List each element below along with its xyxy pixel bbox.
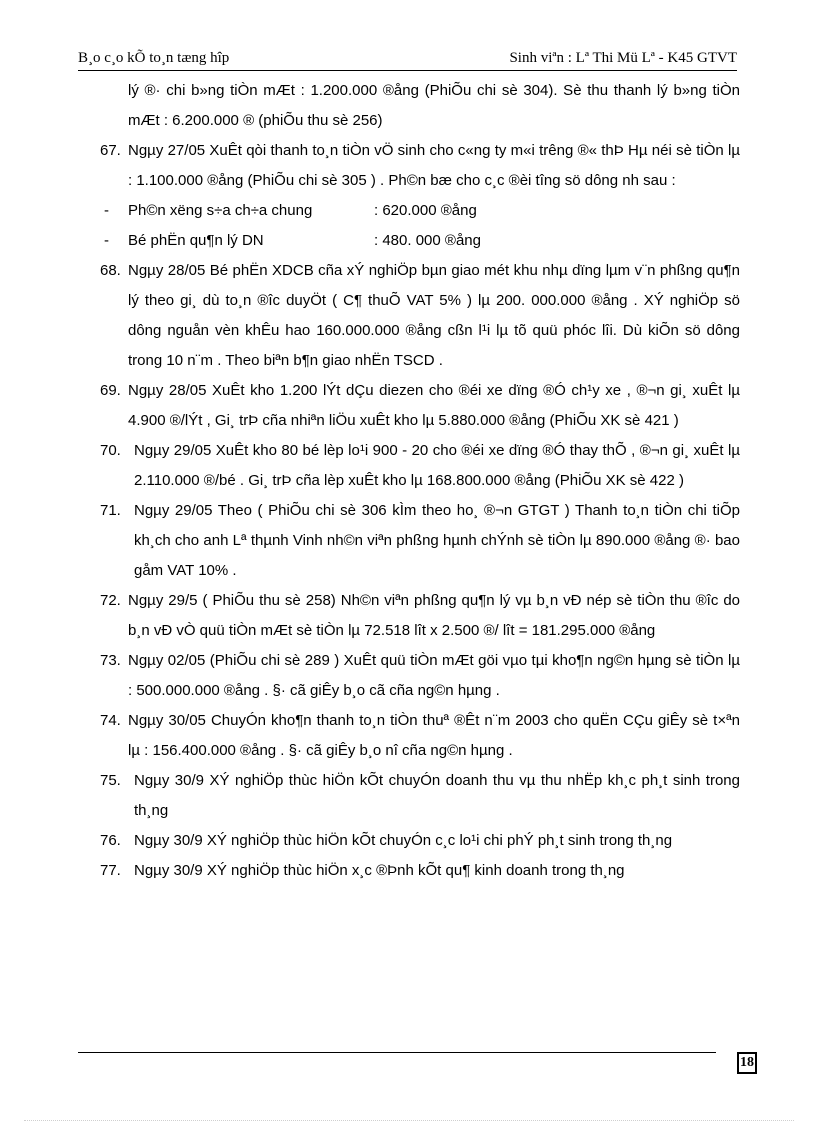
dash-mark: - <box>104 232 109 249</box>
footer-divider <box>78 1052 716 1053</box>
list-item-75 <box>100 766 740 826</box>
list-item-77 <box>100 856 740 886</box>
item-text: Ngµy 30/9 XÝ nghiÖp thùc hiÖn kÕt chuyÓn doanh thu vµ thu nhËp kh¸c ph¸t sinh trong th¸ng <box>134 772 740 819</box>
list-item-70 <box>100 436 740 496</box>
header-report-title: B¸o c¸o kÕ to¸n tæng hîp <box>78 50 230 66</box>
item-text: Ngµy 02/05 (PhiÕu chi sè 289 ) XuÊt quü tiÒn mÆt göi vµo tµi kho¶n ng©n hµng sè tiÒn lµ : 500.000.000 ®ång . §· cã giÊy b¸o cã cña ng©n hµng . <box>128 652 740 699</box>
list-item-76 <box>100 826 740 856</box>
item-text: Ngµy 29/05 Theo ( PhiÕu chi sè 306 kÌm theo ho¸ ®¬n GTGT ) Thanh to¸n tiÒn chi tiÕp kh¸ch cho anh Lª thµnh Vinh nh©n viªn phßng hµnh chÝnh sè tiÒn lµ 890.000 ®ång ®· bao gåm VAT 10% . <box>134 502 740 579</box>
item-text: Ngµy 30/9 XÝ nghiÖp thùc hiÖn kÕt chuyÓn c¸c lo¹i chi phÝ ph¸t sinh trong th¸ng <box>134 832 673 849</box>
continuation-paragraph: lý ®· chi b»ng tiÒn mÆt : 1.200.000 ®ång (PhiÕu chi sè 304). Sè thu thanh lý b»ng tiÒn mÆt : 6.200.000 ® (phiÕu thu sè 256) <box>128 82 740 129</box>
item-number: 75. <box>100 772 121 789</box>
dash-label: Ph©n xëng s÷a ch÷a chung <box>128 202 313 219</box>
item-number: 71. <box>100 502 121 519</box>
item-text: Ngµy 29/05 XuÊt kho 80 bé lèp lo¹i 900 - 20 cho ®éi xe dïng ®Ó thay thÕ , ®¬n gi¸ xuÊt lµ 2.110.000 ®/bé . Gi¸ trÞ cña lèp xuÊt kho lµ 168.800.000 ®ång (PhiÕu XK sè 422 ) <box>134 442 740 489</box>
item-text: Ngµy 28/05 Bé phËn XDCB cña xÝ nghiÖp bµn giao mét khu nhµ dïng lµm v¨n phßng qu¶n lý theo gi¸ dù to¸n ®îc duyÖt ( C¶ thuÕ VAT 5% ) lµ 200. 000.000 ®ång . XÝ nghiÖp sö dông nguån vèn khÊu hao 160.000.000 ®ång cßn l¹i lµ tõ quü phóc lîi. Dù kiÕn sö dông trong 10 n¨m . Theo biªn b¶n giao nhËn TSCD . <box>128 262 740 369</box>
page-number-box: 18 <box>737 1052 757 1074</box>
item-number: 72. <box>100 592 121 609</box>
item-number: 69. <box>100 382 121 399</box>
item-number: 77. <box>100 862 121 879</box>
item-text: Ngµy 30/9 XÝ nghiÖp thùc hiÖn x¸c ®Þnh kÕt qu¶ kinh doanh trong th¸ng <box>134 862 625 879</box>
header-student-name: Sinh viªn : Lª Thi Mü Lª - K45 GTVT <box>509 50 737 66</box>
list-item-72 <box>100 586 740 646</box>
list-item-71 <box>100 496 740 586</box>
list-item-69 <box>100 376 740 436</box>
list-item-68 <box>100 256 740 376</box>
dash-mark: - <box>104 202 109 219</box>
dash-item <box>100 226 740 256</box>
item-number: 76. <box>100 832 121 849</box>
item-text: Ngµy 27/05 XuÊt qòi thanh to¸n tiÒn vÖ sinh cho c«ng ty m«i trêng ®« thÞ Hµ néi sè tiÒn lµ : 1.100.000 ®ång (PhiÕu chi sè 305 ) . Ph©n bæ cho c¸c ®èi tîng sö dông nh sau : <box>128 142 740 189</box>
item-text: Ngµy 28/05 XuÊt kho 1.200 lÝt dÇu diezen cho ®éi xe dïng ®Ó ch¹y xe , ®¬n gi¸ xuÊt lµ 4.900 ®/lÝt , Gi¸ trÞ cña nhiªn liÖu xuÊt kho lµ 5.880.000 ®ång (PhiÕu XK sè 421 ) <box>128 382 740 429</box>
dash-value: : 620.000 ®ång <box>374 202 477 219</box>
document-body <box>100 76 740 886</box>
list-item-74 <box>100 706 740 766</box>
dash-label: Bé phËn qu¶n lý DN <box>128 232 264 249</box>
list-item-73 <box>100 646 740 706</box>
item-text: Ngµy 29/5 ( PhiÕu thu sè 258) Nh©n viªn phßng qu¶n lý vµ b¸n vÐ nép sè tiÒn thu ®îc do b¸n vÐ vÒ quü tiÒn mÆt sè tiÒn lµ 72.518 lît x 2.500 ®/ lît = 181.295.000 ®ång <box>128 592 740 639</box>
item-number: 70. <box>100 442 121 459</box>
page-header <box>78 50 737 71</box>
dash-item <box>100 196 740 226</box>
list-item-67 <box>100 136 740 196</box>
dash-value: : 480. 000 ®ång <box>374 232 481 249</box>
item-number: 74. <box>100 712 121 729</box>
page-edge-divider <box>24 1120 794 1121</box>
item-text: Ngµy 30/05 ChuyÓn kho¶n thanh to¸n tiÒn thuª ®Êt n¨m 2003 cho quËn CÇu giÊy sè t×ªn lµ : 156.400.000 ®ång . §· cã giÊy b¸o nî cña ng©n hµng . <box>128 712 740 759</box>
item-number: 67. <box>100 142 121 159</box>
item-number: 73. <box>100 652 121 669</box>
item-number: 68. <box>100 262 121 279</box>
